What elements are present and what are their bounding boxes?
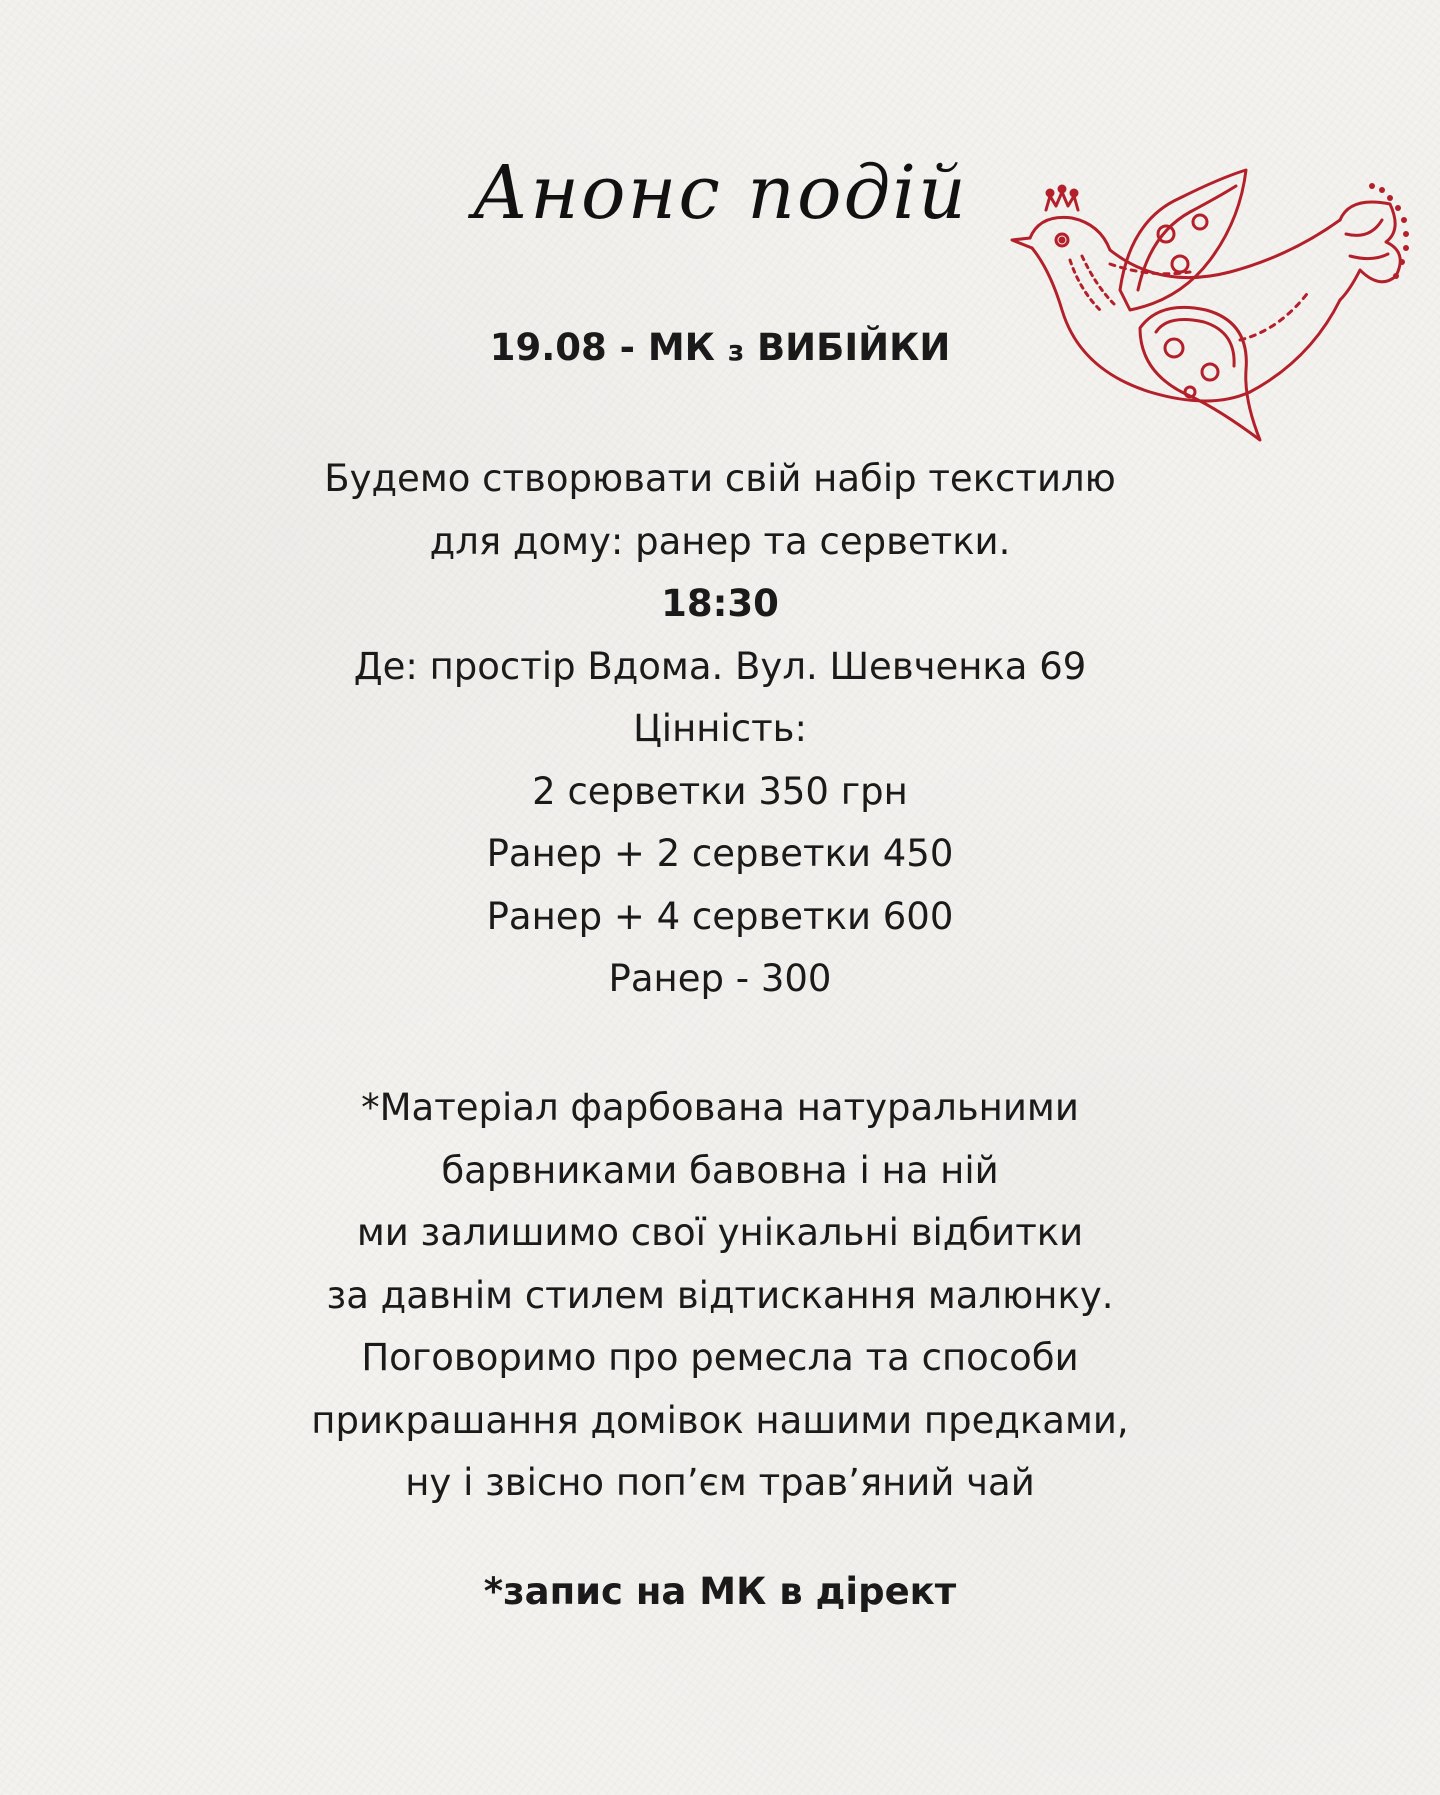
event-name: ВИБІЙКИ (744, 326, 951, 369)
note-line: прикрашання домівок нашими предками, (311, 1398, 1129, 1442)
signup-note: *запис на МК в дірект (483, 1570, 957, 1613)
event-location: Де: простір Вдома. Вул. Шевченка 69 (353, 644, 1087, 688)
note-line: *Матеріал фарбована натуральними (361, 1086, 1079, 1129)
price-item: 2 серветки 350 грн (532, 769, 908, 813)
event-heading (0, 326, 1440, 369)
event-time: 18:30 (661, 582, 779, 625)
note-line: Поговоримо про ремесла та способи (361, 1336, 1079, 1379)
event-description (0, 448, 1440, 1011)
event-preposition: з (727, 334, 745, 367)
price-item: Ранер + 2 серветки 450 (486, 832, 954, 875)
note-line: ми залишимо свої унікальні відбитки (356, 1211, 1084, 1254)
note-line: за давнім стилем відтискання малюнку. (326, 1273, 1114, 1317)
material-note (0, 1077, 1440, 1515)
page-title: Анонс подій (472, 150, 968, 236)
price-item: Ранер + 4 серветки 600 (486, 894, 954, 938)
event-date: 19.08 - МК (489, 326, 728, 369)
note-line: ну і звісно поп’єм трав’яний чай (405, 1461, 1035, 1504)
folk-bird-icon (1010, 160, 1410, 450)
description-line: Будемо створювати свій набір текстилю (324, 457, 1116, 500)
description-line: для дому: ранер та серветки. (429, 519, 1011, 563)
note-line: барвниками бавовна і на ній (441, 1148, 999, 1192)
price-item: Ранер - 300 (608, 957, 832, 1000)
price-label: Цінність: (633, 707, 807, 750)
